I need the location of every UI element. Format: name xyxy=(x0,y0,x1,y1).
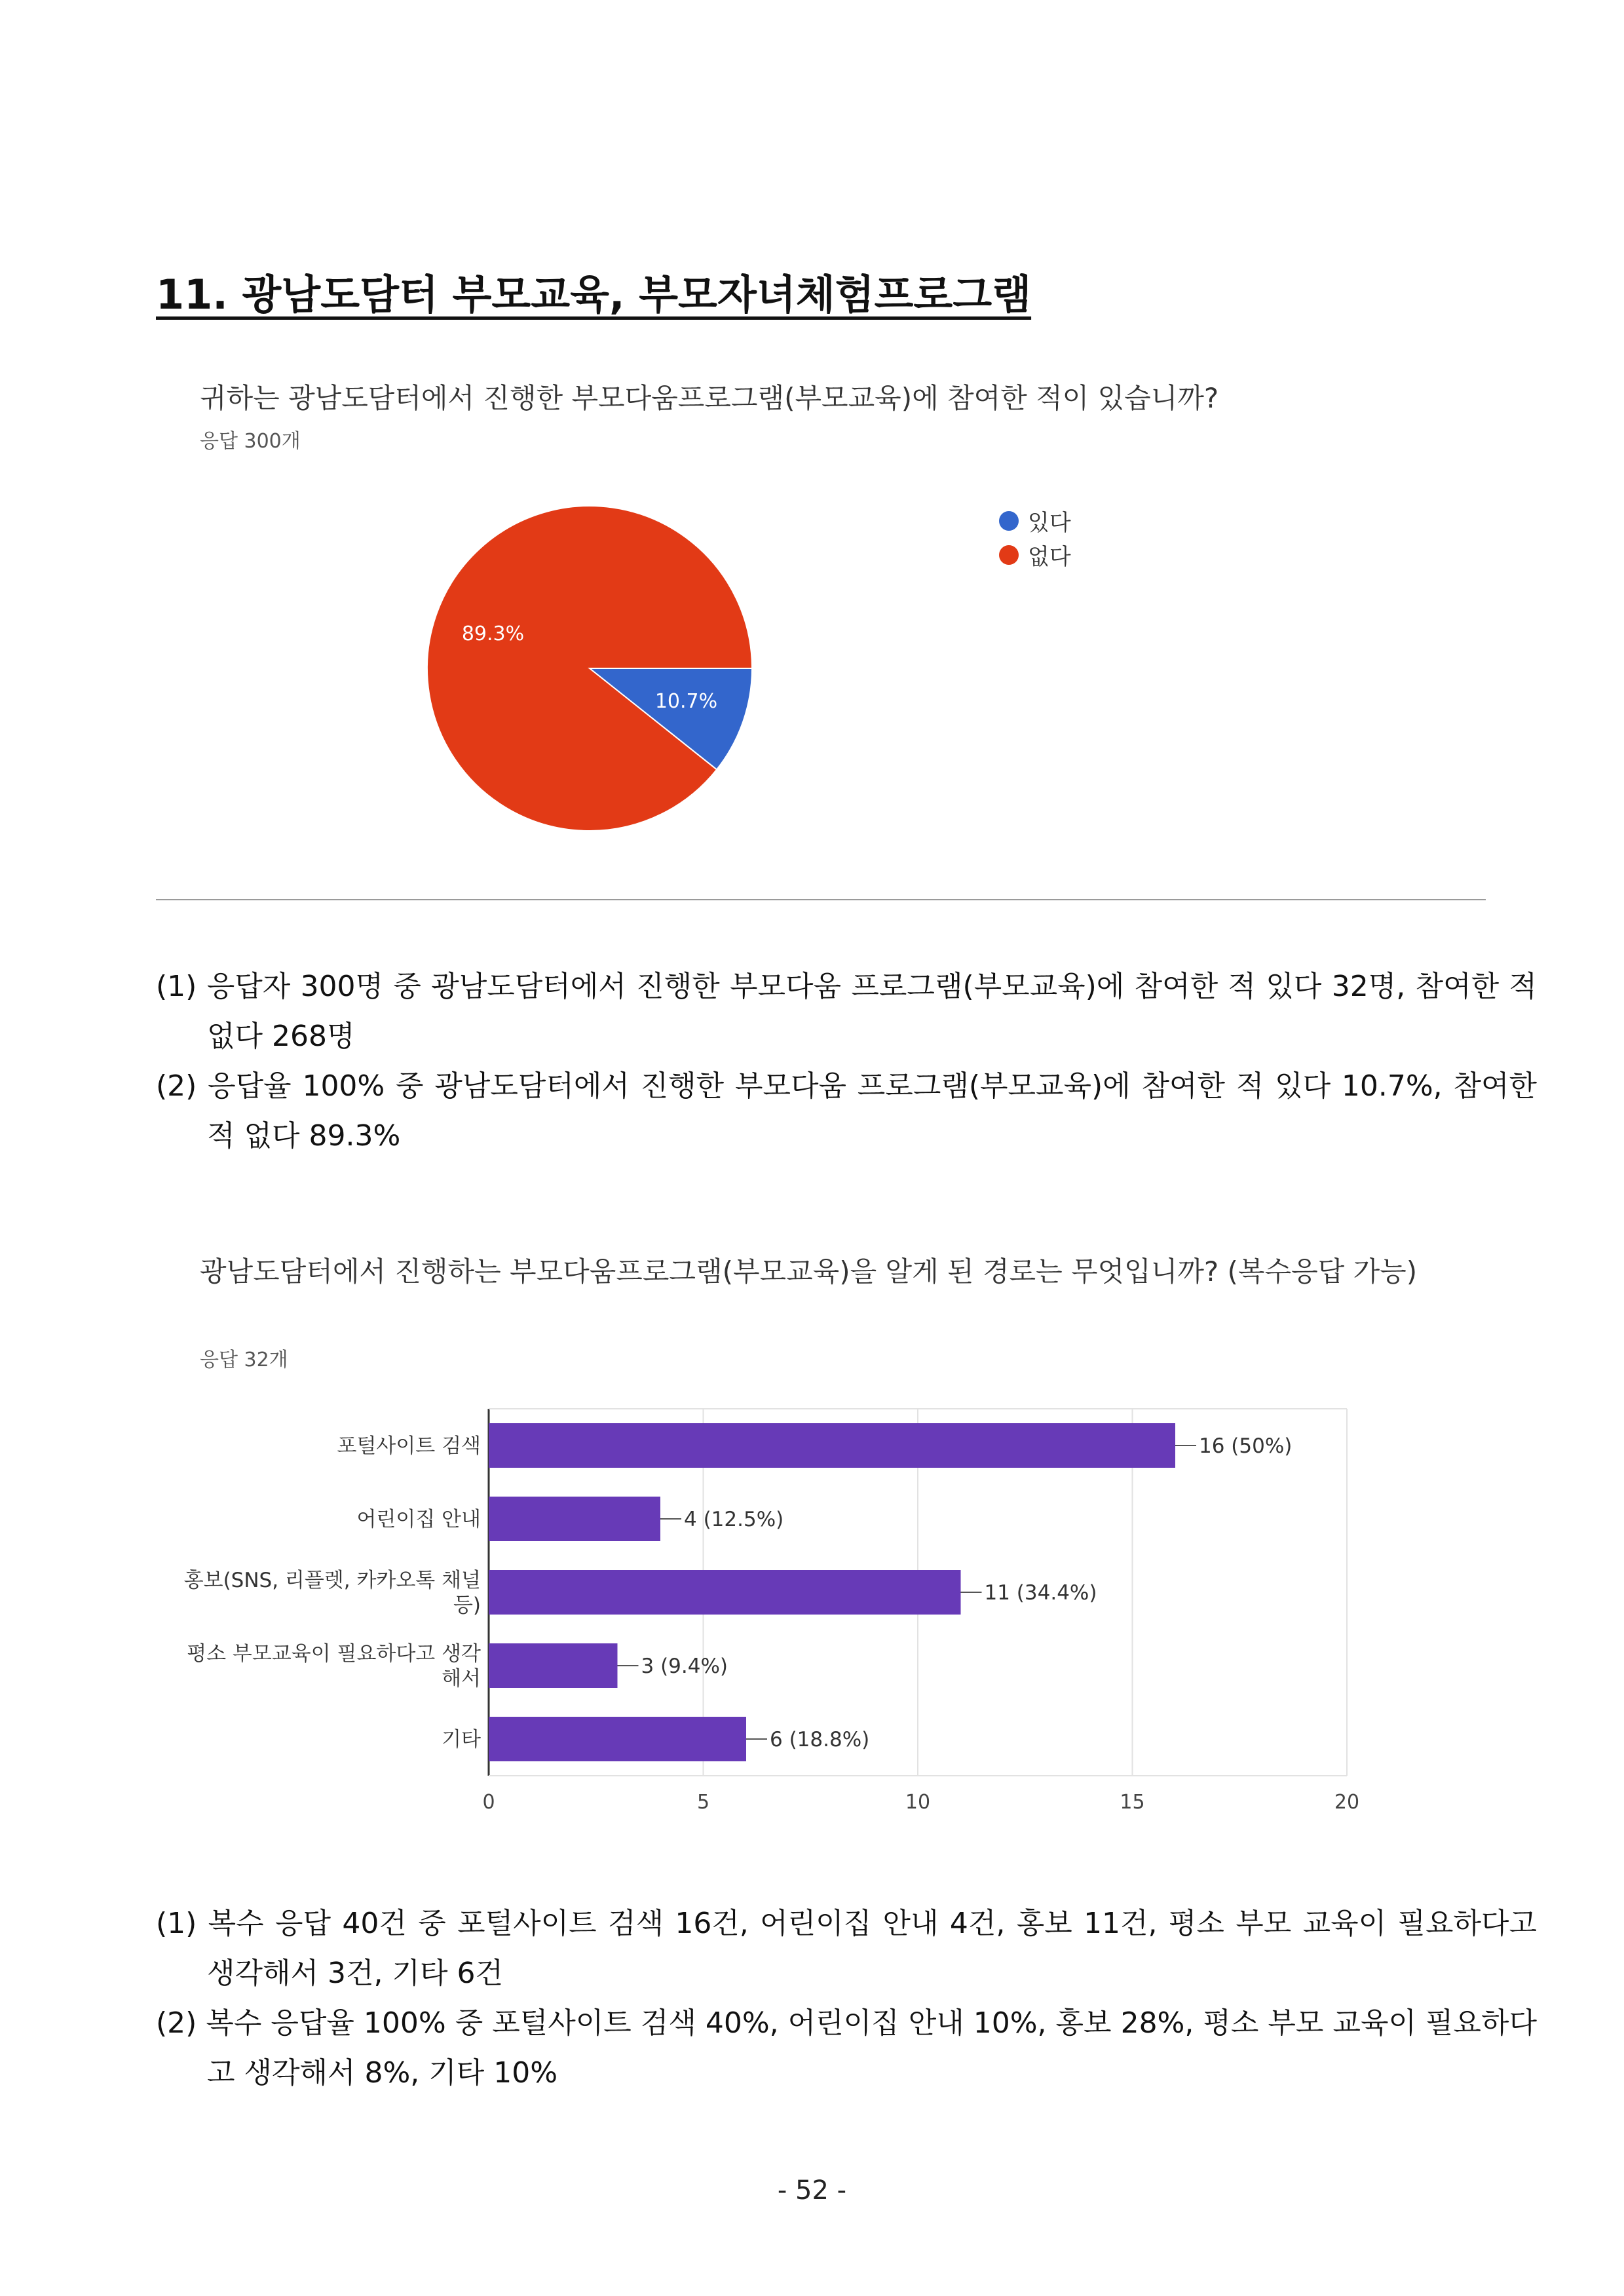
x-tick-label: 0 xyxy=(482,1791,495,1814)
y-category-label: 홍보(SNS, 리플렛, 카카오톡 채널 등) xyxy=(183,1569,481,1617)
y-category-label: 어린이집 안내 xyxy=(356,1508,481,1531)
bar-chart xyxy=(156,1396,1401,1828)
bar-0 xyxy=(489,1423,1175,1468)
y-category-label: 포털사이트 검색 xyxy=(337,1434,481,1458)
legend-label: 없다 xyxy=(1028,544,1071,570)
x-tick-label: 5 xyxy=(696,1791,710,1814)
y-category-label: 평소 부모교육이 필요하다고 생각 해서 xyxy=(187,1642,481,1691)
bar-3 xyxy=(489,1643,618,1688)
pie-data-label: 89.3% xyxy=(461,622,525,645)
bar-data-label: 11 (34.4%) xyxy=(984,1581,1097,1605)
pie-chart xyxy=(406,485,773,852)
question-1-text: 귀하는 광남도담터에서 진행한 부모다움프로그램(부모교육)에 참여한 적이 있습니까? xyxy=(200,382,1219,414)
pie-data-label: 10.7% xyxy=(654,690,718,714)
x-tick-label: 15 xyxy=(1120,1791,1145,1814)
summary-2-item: (1) 복수 응답 40건 중 포털사이트 검색 16건, 어린이집 안내 4건, 홍보 11건, 평소 부모 교육이 필요하다고 생각해서 3건, 기타 6건 xyxy=(156,1907,1537,1990)
x-tick-label: 10 xyxy=(905,1791,931,1814)
summary-1-item: (1) 응답자 300명 중 광남도담터에서 진행한 부모다움 프로그램(부모교육)에 참여한 적 있다 32명, 참여한 적 없다 268명 xyxy=(156,970,1537,1053)
legend-label: 있다 xyxy=(1028,510,1071,536)
legend-dot-icon xyxy=(999,545,1019,565)
bar-data-label: 3 (9.4%) xyxy=(641,1655,728,1678)
x-tick-label: 20 xyxy=(1334,1791,1360,1814)
question-2-response-count: 응답 32개 xyxy=(200,1349,288,1371)
section-divider xyxy=(156,899,1486,900)
y-category-label: 기타 xyxy=(442,1728,481,1751)
bar-data-label: 4 (12.5%) xyxy=(684,1508,784,1531)
bar-data-label: 6 (18.8%) xyxy=(770,1728,870,1751)
summary-1-item: (2) 응답율 100% 중 광남도담터에서 진행한 부모다움 프로그램(부모교육)에 참여한 적 있다 10.7%, 참여한 적 없다 89.3% xyxy=(156,1069,1537,1153)
question-1-response-count: 응답 300개 xyxy=(200,430,301,453)
bar-2 xyxy=(489,1570,961,1615)
question-2-text: 광남도담터에서 진행하는 부모다움프로그램(부모교육)을 알게 된 경로는 무엇입니까? (복수응답 가능) xyxy=(200,1255,1418,1288)
pie-legend-item-no xyxy=(999,539,1071,571)
summary-2-item: (2) 복수 응답율 100% 중 포털사이트 검색 40%, 어린이집 안내 10%, 홍보 28%, 평소 부모 교육이 필요하다고 생각해서 8%, 기타 10% xyxy=(156,2006,1537,2090)
bar-4 xyxy=(489,1717,746,1761)
bar-data-label: 16 (50%) xyxy=(1199,1434,1293,1458)
page-number: - 52 - xyxy=(777,2175,847,2206)
legend-dot-icon xyxy=(999,511,1019,531)
bar-1 xyxy=(489,1497,660,1541)
section-title: 11. 광남도담터 부모교육, 부모자녀체험프로그램 xyxy=(156,271,1032,318)
pie-slice-1 xyxy=(427,506,752,831)
pie-legend-item-yes xyxy=(999,505,1071,537)
